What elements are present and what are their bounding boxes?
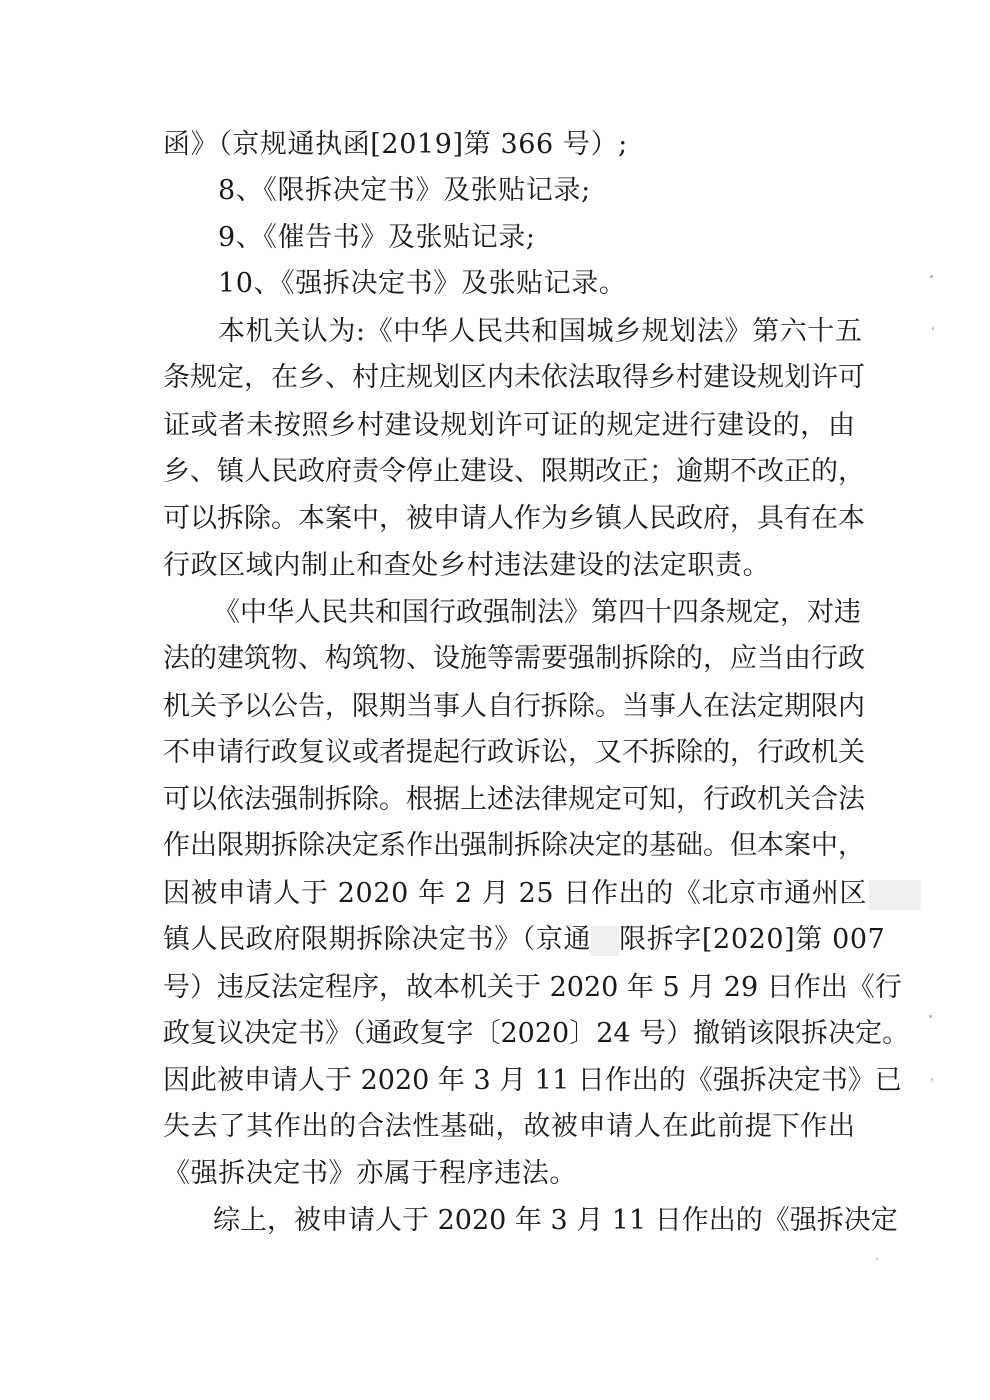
paragraph-2-line-11: 因此被申请人于 2020 年 3 月 11 日作出的《强拆决定书》已 (163, 1065, 902, 1096)
paragraph-1-line-5: 可以拆除。本案中，被申请人作为乡镇人民政府，具有在本 (163, 503, 865, 534)
paragraph-1-line-4: 乡、镇人民政府责令停止建设、限期改正；逾期不改正的， (163, 456, 865, 487)
paragraph-2-line-12: 失去了其作出的合法性基础，故被申请人在此前提下作出 (163, 1111, 855, 1142)
paragraph-2-line-8-text-a: 镇人民政府限期拆除决定书》（京通 (163, 924, 592, 955)
paragraph-2-line-2: 法的建筑物、构筑物、设施等需要强制拆除的，应当由行政 (163, 643, 865, 674)
redaction-block (591, 926, 619, 956)
scan-speck (929, 1015, 932, 1018)
redaction-block (869, 880, 921, 910)
paragraph-2-line-9: 号）违反法定程序，故本机关于 2020 年 5 月 29 日作出《行 (163, 972, 902, 1003)
paragraph-2-line-13: 《强拆决定书》亦属于程序违法。 (163, 1158, 577, 1189)
paragraph-2-line-1: 《中华人民共和国行政强制法》第四十四条规定，对违 (213, 597, 861, 628)
paragraph-2-line-6: 作出限期拆除决定系作出强制拆除决定的基础。但本案中， (163, 830, 865, 861)
paragraph-2-line-8-text-b: 限拆字[2020]第 007 (619, 924, 886, 955)
paragraph-1-line-3: 证或者未按照乡村建设规划许可证的规定进行建设的，由 (163, 410, 855, 441)
paragraph-2-line-5: 可以依法强制拆除。根据上述法律规定可知，行政机关合法 (163, 784, 865, 815)
list-item-9: 9、《催告书》及张贴记录; (218, 222, 536, 253)
paragraph-1-line-1: 本机关认为:《中华人民共和国城乡规划法》第六十五 (218, 316, 863, 347)
paragraph-1-line-6: 行政区域内制止和查处乡村违法建设的法定职责。 (163, 550, 771, 581)
paragraph-1-line-2: 条规定，在乡、村庄规划区内未依法取得乡村建设规划许可 (163, 362, 865, 393)
paragraph-2-line-8 (163, 923, 885, 957)
text-line-1: 函》（京规通执函[2019]第 366 号）; (163, 129, 628, 160)
paragraph-3-line-1: 综上，被申请人于 2020 年 3 月 11 日作出的《强拆决定 (213, 1205, 898, 1236)
paragraph-2-line-7 (163, 877, 921, 911)
scan-speck (931, 1078, 933, 1081)
list-item-8: 8、《限拆决定书》及张贴记录; (218, 175, 591, 206)
list-item-10: 10、《强拆决定书》及张贴记录。 (218, 268, 627, 299)
scan-speck (932, 327, 934, 330)
paragraph-2-line-3: 机关予以公告，限期当事人自行拆除。当事人在法定期限内 (163, 691, 865, 722)
paragraph-2-line-10: 政复议决定书》（通政复字〔2020〕24 号）撤销该限拆决定。 (163, 1018, 910, 1049)
paragraph-2-line-7-text: 因被申请人于 2020 年 2 月 25 日作出的《北京市通州区 (163, 878, 867, 909)
scan-speck (876, 1258, 878, 1260)
paragraph-2-line-4: 不申请行政复议或者提起行政诉讼，又不拆除的，行政机关 (163, 737, 865, 768)
scan-speck (930, 275, 933, 278)
